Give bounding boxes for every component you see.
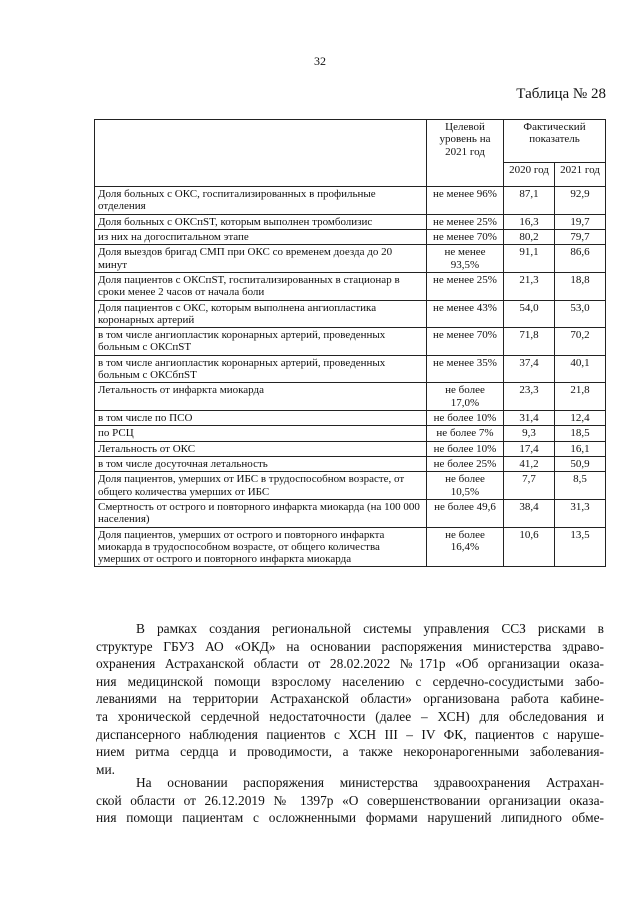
table-row — [95, 272, 606, 300]
value-2021-cell: 16,1 — [555, 441, 606, 456]
value-2021-cell: 40,1 — [555, 355, 606, 383]
header-year-2021: 2021 год — [555, 163, 606, 187]
paragraph-line: В рамках создания региональной системы управления ССЗ рисками в — [136, 621, 604, 636]
target-cell: не более 10,5% — [427, 472, 504, 500]
paragraph-line: На основании распоряжения министерства здравоохранения Астрахан- — [136, 775, 604, 790]
value-2021-cell: 70,2 — [555, 328, 606, 356]
paragraph-1 — [96, 620, 604, 778]
paragraph-line: леваниями на территории Астраханской области» организована работа кабине- — [96, 691, 604, 707]
table-row — [95, 383, 606, 411]
indicator-cell: в том числе досуточная летальность — [95, 456, 427, 471]
indicator-cell: в том числе по ПСО — [95, 411, 427, 426]
indicator-cell: из них на догоспитальном этапе — [95, 229, 427, 244]
value-2021-cell: 92,9 — [555, 187, 606, 215]
target-cell: не менее 93,5% — [427, 245, 504, 273]
indicator-cell: Доля пациентов, умерших от ИБС в трудоспособном возрасте, от общего количества умерших от ИБС — [95, 472, 427, 500]
target-cell: не менее 35% — [427, 355, 504, 383]
target-cell: не более 7% — [427, 426, 504, 441]
value-2021-cell: 18,5 — [555, 426, 606, 441]
table-caption: Таблица № 28 — [516, 86, 606, 102]
target-cell: не менее 70% — [427, 328, 504, 356]
table-row — [95, 426, 606, 441]
paragraph-line: нием ритма сердца и проводимости, а также некоронарогенными заболевания- — [96, 744, 604, 760]
value-2020-cell: 71,8 — [504, 328, 555, 356]
value-2021-cell: 31,3 — [555, 499, 606, 527]
value-2020-cell: 80,2 — [504, 229, 555, 244]
table-row — [95, 328, 606, 356]
table-row — [95, 441, 606, 456]
indicator-cell: в том числе ангиопластик коронарных артерий, проведенных больным с ОКСбпST — [95, 355, 427, 383]
value-2020-cell: 23,3 — [504, 383, 555, 411]
table-row — [95, 300, 606, 328]
value-2021-cell: 19,7 — [555, 214, 606, 229]
target-cell: не менее 25% — [427, 272, 504, 300]
target-cell: не более 25% — [427, 456, 504, 471]
indicator-cell: Доля пациентов, умерших от острого и повторного инфаркта миокарда в трудоспособном возрасте, от общего количества умерших от острого и повторного инфаркта миокарда — [95, 527, 427, 567]
table-body — [95, 187, 606, 567]
value-2021-cell: 13,5 — [555, 527, 606, 567]
table-row — [95, 456, 606, 471]
value-2021-cell: 21,8 — [555, 383, 606, 411]
paragraph-line: ской области от 26.12.2019 № 1397р «О совершенствовании организации оказа- — [96, 792, 604, 808]
table-row — [95, 187, 606, 215]
target-cell: не менее 70% — [427, 229, 504, 244]
value-2020-cell: 10,6 — [504, 527, 555, 567]
paragraph-line: ния помощи пациентам с осложненными формами нарушений липидного обме- — [96, 810, 604, 826]
value-2021-cell: 18,8 — [555, 272, 606, 300]
indicator-cell: Доля выездов бригад СМП при ОКС со временем доезда до 20 минут — [95, 245, 427, 273]
page-number: 32 — [314, 54, 326, 68]
value-2021-cell: 86,6 — [555, 245, 606, 273]
value-2020-cell: 37,4 — [504, 355, 555, 383]
header-target-level: Целевой уровень на 2021 год — [427, 120, 504, 187]
table-row — [95, 527, 606, 567]
header-indicator-cell — [95, 120, 427, 187]
value-2020-cell: 91,1 — [504, 245, 555, 273]
indicator-cell: Смертность от острого и повторного инфаркта миокарда (на 100 000 населения) — [95, 499, 427, 527]
value-2020-cell: 87,1 — [504, 187, 555, 215]
table-row — [95, 411, 606, 426]
indicator-cell: в том числе ангиопластик коронарных артерий, проведенных больным с ОКСпST — [95, 328, 427, 356]
value-2021-cell: 79,7 — [555, 229, 606, 244]
paragraph-2 — [96, 774, 604, 827]
table-row — [95, 229, 606, 244]
value-2020-cell: 41,2 — [504, 456, 555, 471]
target-cell: не более 10% — [427, 441, 504, 456]
value-2020-cell: 54,0 — [504, 300, 555, 328]
value-2020-cell: 38,4 — [504, 499, 555, 527]
header-actual-indicator: Фактический показатель — [504, 120, 606, 163]
header-year-2020: 2020 год — [504, 163, 555, 187]
value-2020-cell: 16,3 — [504, 214, 555, 229]
paragraph-line: та хронической сердечной недостаточности (далее – ХСН) для обследования и — [96, 708, 604, 724]
target-cell: не более 10% — [427, 411, 504, 426]
value-2021-cell: 53,0 — [555, 300, 606, 328]
target-cell: не менее 25% — [427, 214, 504, 229]
target-cell: не более 49,6 — [427, 499, 504, 527]
table-header-row — [95, 120, 606, 163]
value-2020-cell: 31,4 — [504, 411, 555, 426]
target-cell: не более 16,4% — [427, 527, 504, 567]
indicator-cell: Доля пациентов с ОКС, которым выполнена ангиопластика коронарных артерий — [95, 300, 427, 328]
paragraph-line: охранения Астраханской области от 28.02.2022 №171р «Об организации оказа- — [96, 656, 604, 672]
indicator-cell: Доля пациентов с ОКСпST, госпитализированных в стационар в сроки менее 2 часов от начала боли — [95, 272, 427, 300]
paragraph-line: структуре ГБУЗ АО «ОКД» на основании распоряжения министерства здраво- — [96, 638, 604, 654]
indicators-table — [94, 119, 606, 567]
value-2020-cell: 21,3 — [504, 272, 555, 300]
value-2020-cell: 9,3 — [504, 426, 555, 441]
paragraph-line: ния медицинской помощи взрослому населению с сердечно-сосудистыми забо- — [96, 673, 604, 689]
target-cell: не более 17,0% — [427, 383, 504, 411]
table-row — [95, 355, 606, 383]
value-2020-cell: 17,4 — [504, 441, 555, 456]
value-2021-cell: 50,9 — [555, 456, 606, 471]
table-row — [95, 499, 606, 527]
paragraph-line: ми. — [96, 761, 115, 777]
indicator-cell: по РСЦ — [95, 426, 427, 441]
value-2021-cell: 12,4 — [555, 411, 606, 426]
value-2021-cell: 8,5 — [555, 472, 606, 500]
paragraph-line: диспансерного наблюдения пациентов с ХСН III – IV ФК, пациентов с наруше- — [96, 726, 604, 742]
indicator-cell: Доля больных с ОКСпST, которым выполнен тромболизис — [95, 214, 427, 229]
target-cell: не менее 43% — [427, 300, 504, 328]
value-2020-cell: 7,7 — [504, 472, 555, 500]
indicator-cell: Летальность от ОКС — [95, 441, 427, 456]
table-row — [95, 472, 606, 500]
indicator-cell: Летальность от инфаркта миокарда — [95, 383, 427, 411]
table-row — [95, 214, 606, 229]
indicator-cell: Доля больных с ОКС, госпитализированных в профильные отделения — [95, 187, 427, 215]
target-cell: не менее 96% — [427, 187, 504, 215]
table-row — [95, 245, 606, 273]
